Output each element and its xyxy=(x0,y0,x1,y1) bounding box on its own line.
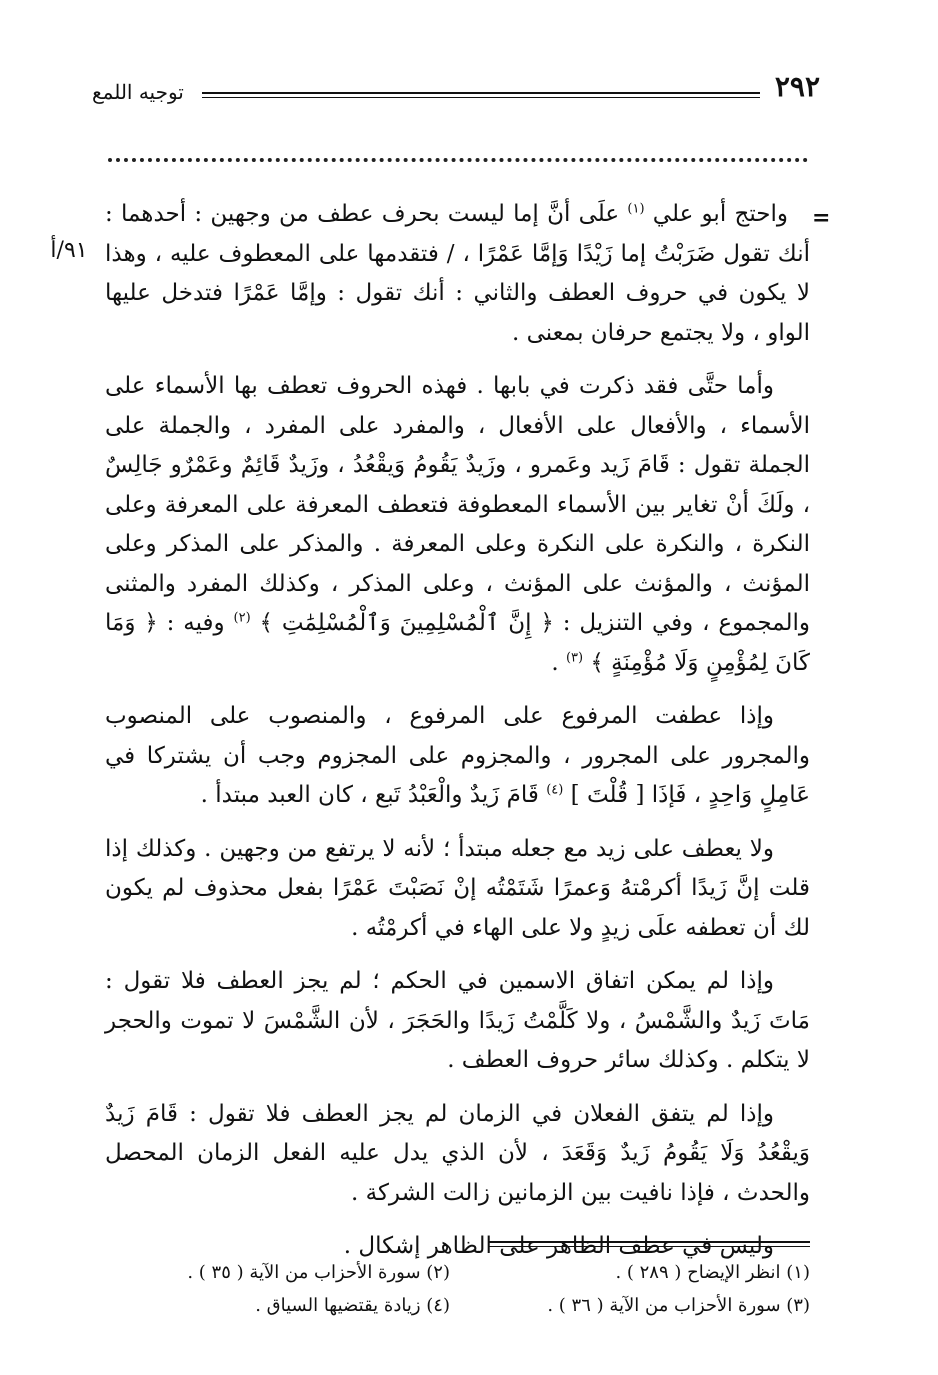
header-rule xyxy=(202,92,760,98)
paragraph xyxy=(105,367,810,683)
manuscript-folio-reference: ٩١/أ xyxy=(50,238,88,263)
footnote: (١) انظر الإيضاح ( ٢٨٩ ) . xyxy=(615,1262,810,1283)
footnote-marker: (٤) xyxy=(546,782,564,798)
paragraph: وإذا لم يتفق الفعلان في الزمان لم يجز العطف فلا تقول : قَامَ زَيدٌ وَيقْعُدُ وَلَا يَقُومُ زَيدٌ وَقَعَدَ ، لأن الذي يدل عليه الفعل الزمان المحصل والحدث ، فإذا نافيت بين الزمانين زالت الشركة . xyxy=(105,1100,810,1206)
paragraph-text: علَى أنَّ إما ليست بحرف عطف من وجهين : أحدهما : أنك تقول ضَرَبْتُ إما زَيْدًا وَإمَّا عَمْرًا ، / فتقدمها على المعطوف عليه ، وهذا لا يكون في حروف العطف والثاني : أنك تقول : وإمَّا عَمْرًا فتدخل عليها الواو ، ولا يجتمع حرفان بمعنى . xyxy=(105,201,810,346)
running-title: توجيه اللمع xyxy=(92,80,184,104)
paragraph-text: قَامَ زَيدٌ والْعَبْدُ تَبع ، كان العبد مبتدأ . xyxy=(200,782,547,808)
paragraph xyxy=(105,697,810,816)
paragraph: ولا يعطف على زيد مع جعله مبتدأ ؛ لأنه لا يرتفع من وجهين . وكذلك إذا قلت إنَّ زَيدًا أكرمْتهُ وَعمرًا شَتَمْتُه إنْ نَصَبْتَ عَمْرًا بفعل محذوف لم يكون لك أن تعطفه علَى زيدٍ ولا على الهاء في أكرمْتُه . xyxy=(105,835,810,941)
paragraph-text: وأما حتَّى فقد ذكرت في بابها . فهذه الحروف تعطف بها الأسماء على الأسماء ، والأفعال على الأفعال ، والمفرد على المفرد ، والجملة على الجملة تقول : قَامَ زَيد وعَمرو ، وزَيدٌ يَقُومُ وَيقْعُدُ ، وزَيدٌ قَائِمٌ وعَمْرٌو جَالِسٌ ، ولَكَ أنْ تغاير بين الأسماء المعطوفة فتعطف المعرفة على المعرفة وعلى النكرة ، والنكرة على النكرة وعلى المعرفة . والمذكر على المذكر وعلى المؤنث ، والمؤنث على المؤنث ، وعلى المذكر ، وكذلك المفرد والمثنى والمجموع ، وفي التنزيل : ﴿ إِنَّ ٱلْمُسْلِمِينَ وَٱلْمُسْلِمَٰتِ ﴾ xyxy=(105,373,810,636)
paragraph xyxy=(105,195,810,353)
footnote-marker: (١) xyxy=(627,201,645,217)
dotted-separator xyxy=(108,158,808,162)
main-text xyxy=(105,195,810,1267)
footnote-marker: (٢) xyxy=(233,610,251,626)
footnote: (٣) سورة الأحزاب من الآية ( ٣٦ ) . xyxy=(547,1295,810,1316)
paragraph: وليس في عطف الظاهر على الظاهر إشكال . xyxy=(343,1233,774,1259)
footnote: (٢) سورة الأحزاب من الآية ( ٣٥ ) . xyxy=(187,1262,450,1283)
footnote: (٤) زيادة يقتضيها السياق . xyxy=(255,1295,450,1316)
paragraph-text: واحتج أبو علي xyxy=(644,201,788,227)
paragraph-text: وإذا عطفت المرفوع على المرفوع ، والمنصوب على المنصوب والمجرور على المجرور ، والمجزوم على المجزوم وجب أن يشتركا في عَامِلٍ وَاحِدٍ ، فَإذَا [ قُلْتَ ] xyxy=(105,703,810,808)
footnote-rule xyxy=(488,1241,810,1247)
page-number: ٢٩٢ xyxy=(774,70,820,103)
paragraph: وإذا لم يمكن اتفاق الاسمين في الحكم ؛ لم يجز العطف فلا تقول : مَاتَ زَيدٌ والشَّمْسُ ، ولا كَلَّمْتُ زَيدًا والحَجَرَ ، لأن الشَّمْسَ لا تموت والحجر لا يتكلم . وكذلك سائر حروف العطف . xyxy=(105,968,810,1073)
footnote-marker: (٣) xyxy=(565,649,584,665)
paragraph-text: وفيه : ﴿ وَمَا كَانَ لِمُؤْمِنٍ وَلَا مُؤْمِنَةٍ ﴾ xyxy=(105,610,810,676)
continuation-mark: = xyxy=(812,205,831,231)
paragraph-text: . xyxy=(551,649,566,676)
